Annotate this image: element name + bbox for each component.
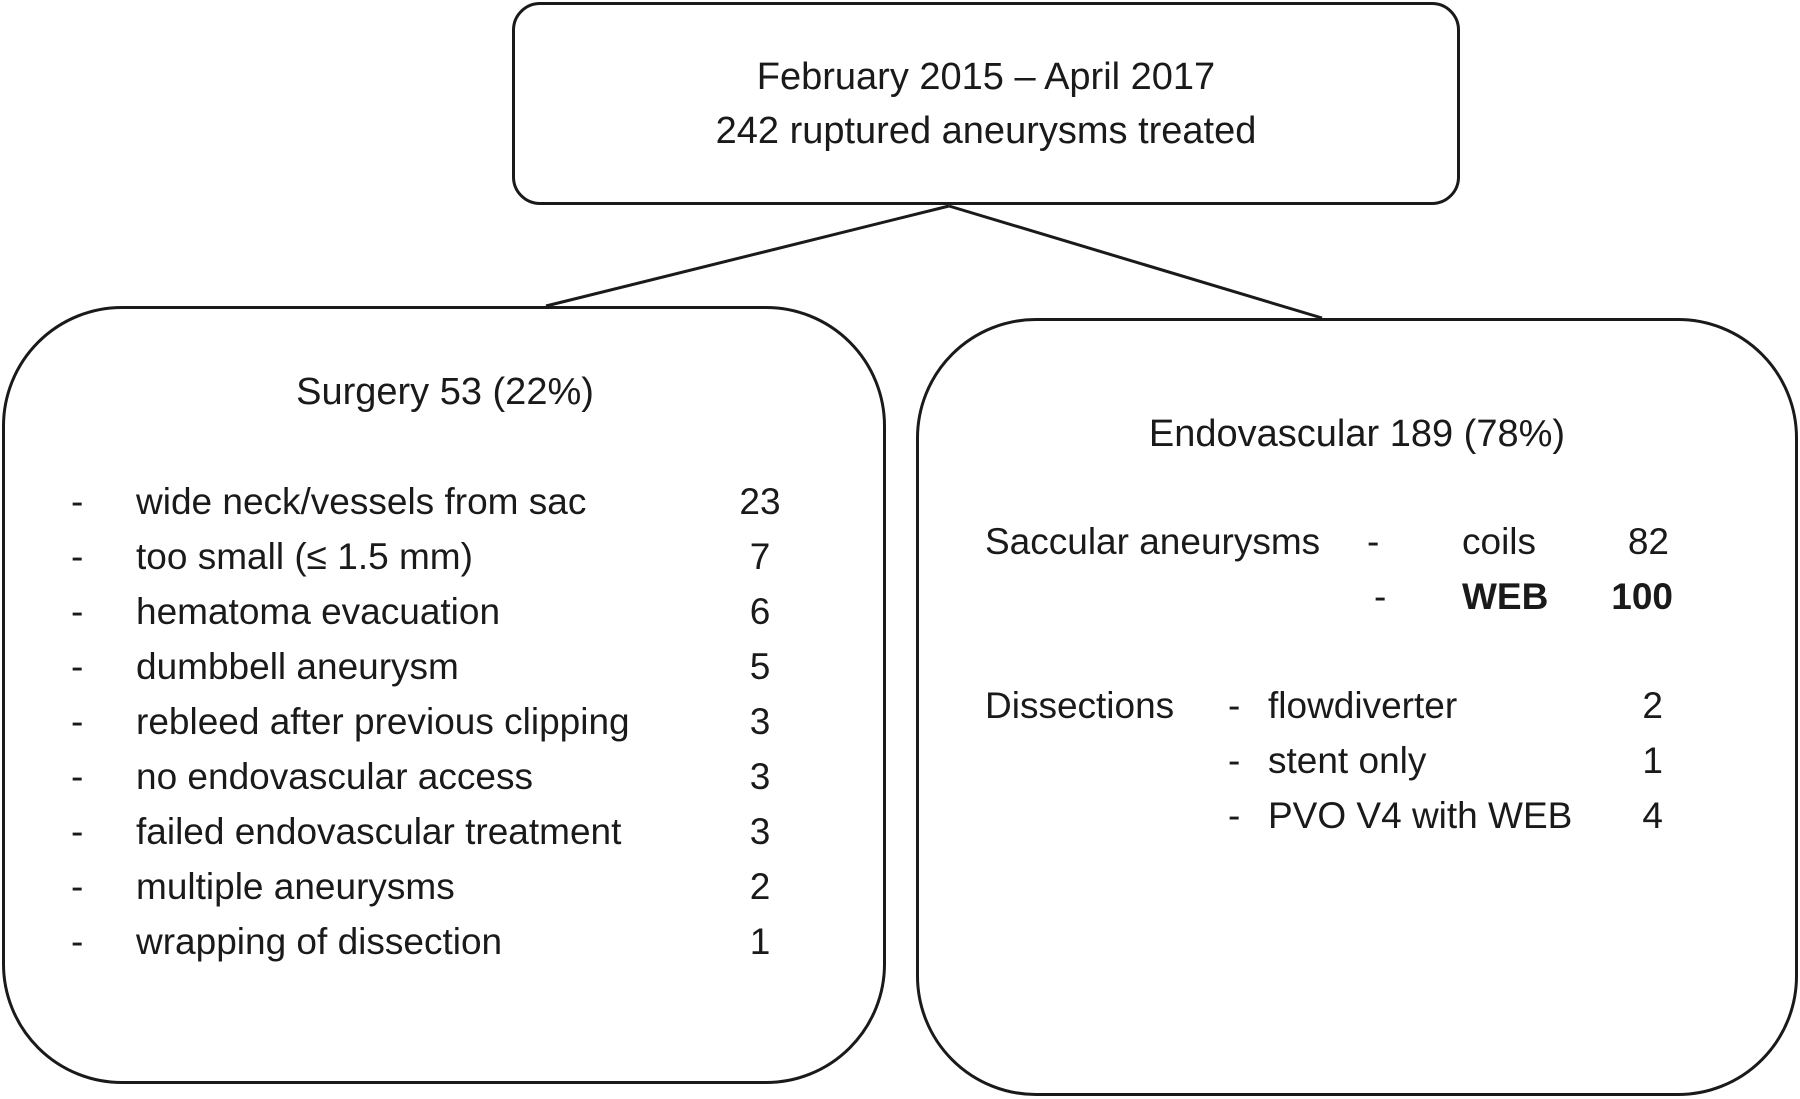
root-node-total-treated: [512, 2, 1460, 205]
bullet-dash: -: [71, 481, 84, 522]
reason-count: 3: [749, 701, 771, 742]
reason-count: 7: [749, 536, 771, 577]
bullet-dash: -: [71, 536, 84, 577]
pvo-v4-with-web-label: PVO V4 with WEB: [1268, 795, 1573, 836]
endovascular-node: [916, 318, 1798, 1096]
reason-count: 2: [749, 866, 771, 907]
surgery-reason-row: [5, 866, 885, 921]
pvo-v4-with-web-count: 4: [1642, 795, 1663, 836]
bullet-dash: -: [71, 921, 84, 962]
bullet-dash: -: [1367, 521, 1380, 562]
connector-to-endovascular: [949, 206, 1322, 318]
surgery-reason-row: [5, 591, 885, 646]
bullet-dash: -: [1228, 685, 1241, 726]
reason-count: 3: [749, 811, 771, 852]
reason-label: wrapping of dissection: [136, 921, 503, 962]
bullet-dash: -: [71, 701, 84, 742]
bullet-dash: -: [71, 591, 84, 632]
stent-only-label: stent only: [1268, 740, 1427, 781]
surgery-node: [2, 306, 886, 1084]
flowdiverter-count: 2: [1642, 685, 1663, 726]
surgery-reason-row: [5, 536, 885, 591]
reason-label: wide neck/vessels from sac: [136, 481, 587, 522]
bullet-dash: -: [1228, 740, 1241, 781]
coils-count: 82: [1627, 521, 1669, 562]
surgery-reason-row: [5, 811, 885, 866]
coils-label: coils: [1462, 521, 1537, 562]
study-period: February 2015 – April 2017: [756, 55, 1216, 98]
connector-to-surgery: [546, 206, 949, 306]
surgery-reason-row: [5, 921, 885, 976]
surgery-reason-row: [5, 701, 885, 756]
reason-count: 6: [749, 591, 771, 632]
flowdiverter-label: flowdiverter: [1268, 685, 1458, 726]
bullet-dash: -: [1228, 795, 1241, 836]
bullet-dash: -: [1374, 576, 1387, 617]
total-treated: 242 ruptured aneurysms treated: [715, 109, 1257, 152]
reason-label: too small (≤ 1.5 mm): [136, 536, 473, 577]
reason-label: failed endovascular treatment: [136, 811, 622, 852]
bullet-dash: -: [71, 756, 84, 797]
surgery-title: Surgery 53 (22%): [296, 371, 594, 413]
bullet-dash: -: [71, 866, 84, 907]
reason-label: hematoma evacuation: [136, 591, 501, 632]
reason-count: 23: [739, 481, 781, 522]
reason-count: 3: [749, 756, 771, 797]
web-count: 100: [1611, 576, 1673, 617]
reason-count: 5: [749, 646, 771, 687]
reason-label: multiple aneurysms: [136, 866, 455, 907]
reason-count: 1: [749, 921, 771, 962]
reason-label: no endovascular access: [136, 756, 533, 797]
reason-label: rebleed after previous clipping: [136, 701, 630, 742]
reason-label: dumbbell aneurysm: [136, 646, 459, 687]
surgery-reason-row: [5, 756, 885, 811]
endovascular-title: Endovascular 189 (78%): [1148, 413, 1566, 455]
saccular-aneurysms-label: Saccular aneurysms: [985, 521, 1321, 562]
bullet-dash: -: [71, 646, 84, 687]
dissections-label: Dissections: [985, 685, 1175, 726]
surgery-reason-row: [5, 646, 885, 701]
web-label: WEB: [1462, 576, 1549, 617]
stent-only-count: 1: [1642, 740, 1663, 781]
bullet-dash: -: [71, 811, 84, 852]
surgery-reason-row: [5, 481, 885, 536]
